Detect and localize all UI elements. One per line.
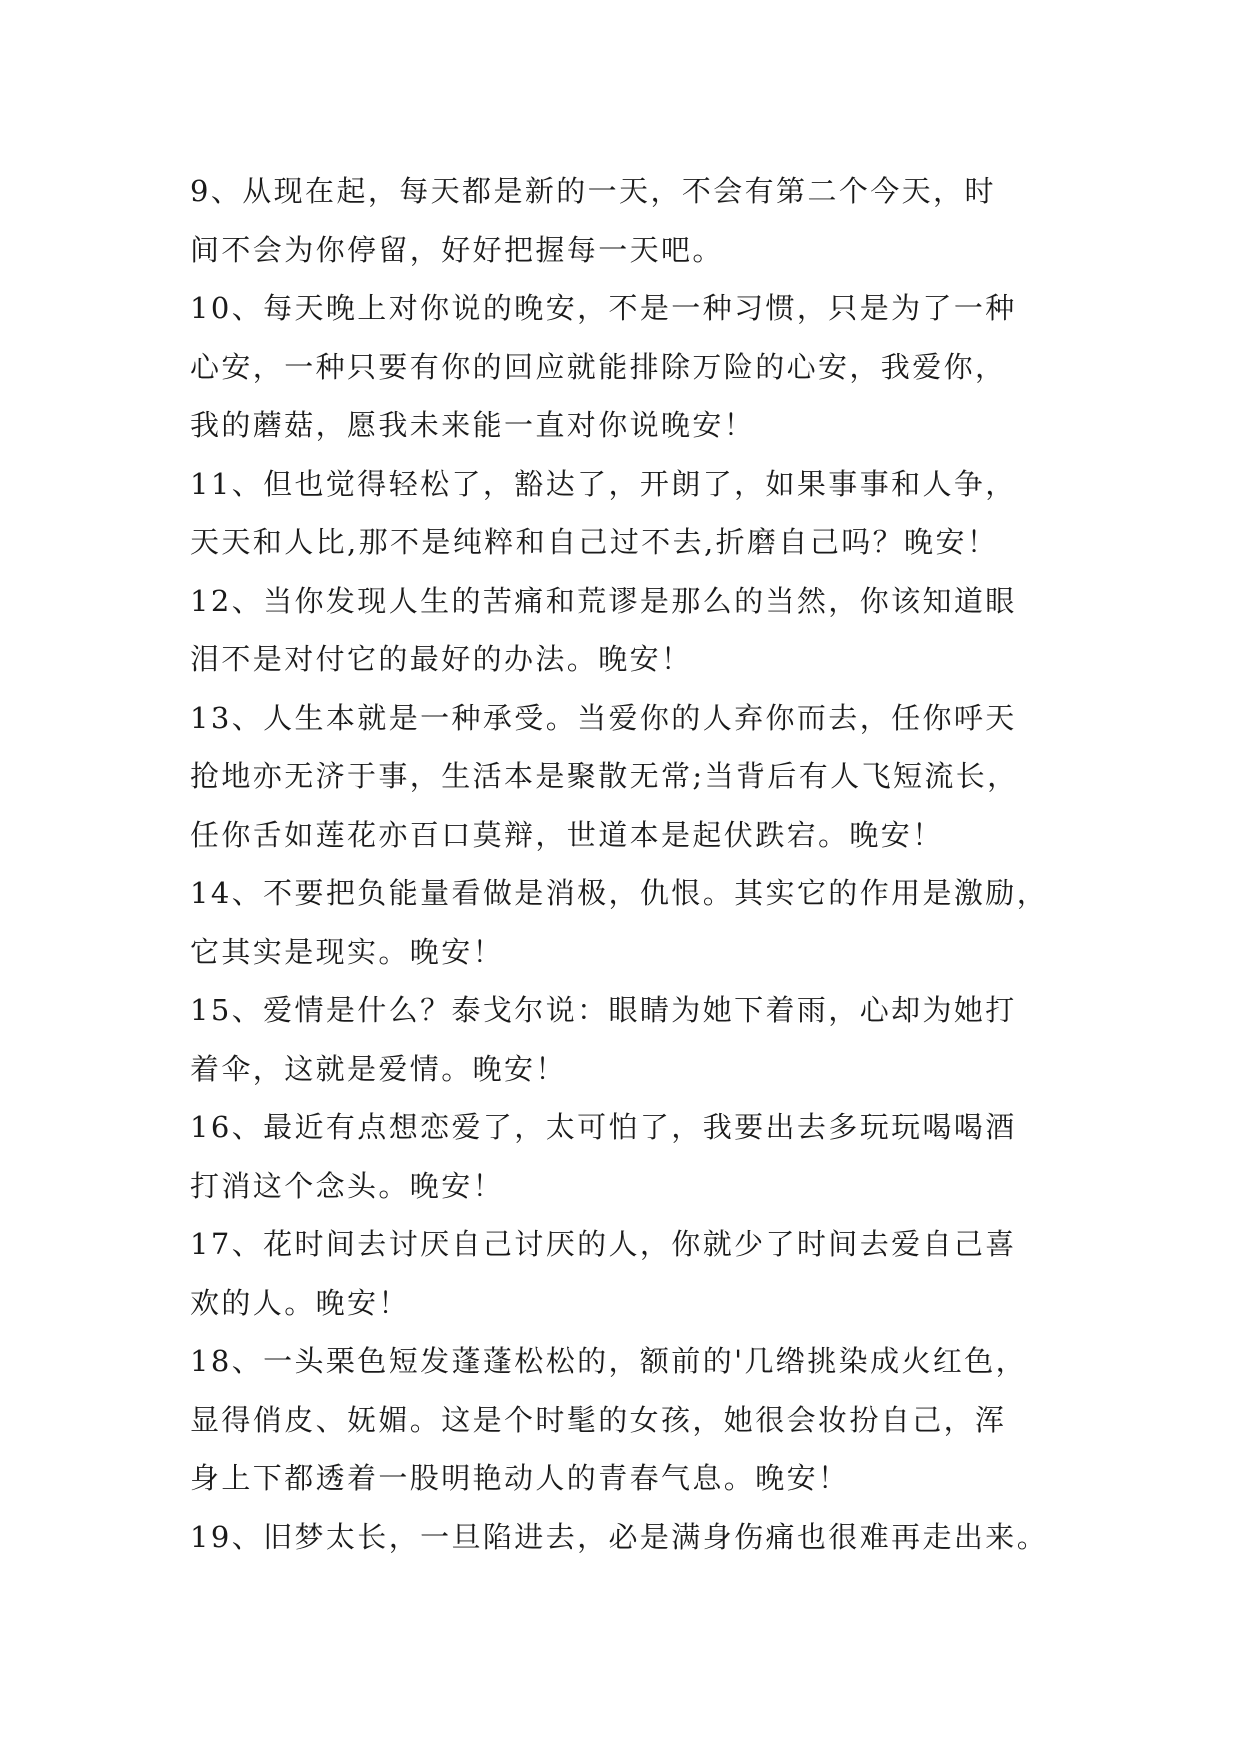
text-line: 11、但也觉得轻松了，豁达了，开朗了，如果事事和人争， bbox=[190, 466, 1017, 501]
text-line: 抢地亦无济于事，生活本是聚散无常;当背后有人飞短流长， bbox=[190, 759, 1019, 793]
document-body bbox=[190, 162, 1070, 1566]
text-line: 它其实是现实。晚安！ bbox=[190, 934, 505, 969]
paragraph-18 bbox=[190, 1332, 1070, 1508]
text-line: 10、每天晚上对你说的晚安，不是一种习惯，只是为了一种 bbox=[190, 291, 1017, 325]
text-line: 我的蘑菇，愿我未来能一直对你说晚安！ bbox=[190, 408, 756, 442]
text-line: 身上下都透着一股明艳动人的青春气息。晚安！ bbox=[190, 1461, 850, 1495]
text-line: 19、旧梦太长，一旦陷进去，必是满身伤痛也很难再走出来。 bbox=[190, 1519, 1049, 1554]
paragraph-19 bbox=[190, 1508, 1070, 1567]
paragraph-11 bbox=[190, 455, 1070, 572]
text-line: 18、一头栗色短发蓬蓬松松的，额前的'几绺挑染成火红色， bbox=[190, 1344, 1028, 1378]
paragraph-15 bbox=[190, 981, 1070, 1098]
text-line: 12、当你发现人生的苦痛和荒谬是那么的当然，你该知道眼 bbox=[190, 583, 1017, 618]
paragraph-17 bbox=[190, 1215, 1070, 1332]
text-line: 泪不是对付它的最好的办法。晚安！ bbox=[190, 642, 693, 676]
text-line: 打消这个念头。晚安！ bbox=[190, 1168, 505, 1203]
text-line: 着伞，这就是爱情。晚安！ bbox=[190, 1051, 567, 1086]
paragraph-12 bbox=[190, 572, 1070, 689]
text-line: 9、从现在起，每天都是新的一天，不会有第二个今天，时 bbox=[190, 174, 996, 208]
paragraph-14 bbox=[190, 864, 1070, 981]
text-line: 15、爱情是什么？泰戈尔说：眼睛为她下着雨，心却为她打 bbox=[190, 993, 1017, 1027]
text-line: 欢的人。晚安！ bbox=[190, 1285, 410, 1320]
text-line: 13、人生本就是一种承受。当爱你的人弃你而去，任你呼天 bbox=[190, 700, 1017, 735]
text-line: 天天和人比,那不是纯粹和自己过不去,折磨自己吗？晚安！ bbox=[190, 525, 999, 559]
paragraph-10 bbox=[190, 279, 1070, 455]
text-line: 17、花时间去讨厌自己讨厌的人，你就少了时间去爱自己喜 bbox=[190, 1227, 1017, 1261]
text-line: 14、不要把负能量看做是消极，仇恨。其实它的作用是激励， bbox=[190, 876, 1049, 910]
paragraph-13 bbox=[190, 689, 1070, 865]
text-line: 任你舌如莲花亦百口莫辩，世道本是起伏跌宕。晚安！ bbox=[190, 817, 944, 852]
text-line: 16、最近有点想恋爱了，太可怕了，我要出去多玩玩喝喝酒 bbox=[190, 1110, 1017, 1144]
text-line: 心安，一种只要有你的回应就能排除万险的心安，我爱你， bbox=[190, 349, 1007, 384]
paragraph-9 bbox=[190, 162, 1070, 279]
text-line: 显得俏皮、妩媚。这是个时髦的女孩，她很会妆扮自己，浑 bbox=[190, 1402, 1007, 1437]
paragraph-16 bbox=[190, 1098, 1070, 1215]
text-line: 间不会为你停留，好好把握每一天吧。 bbox=[190, 232, 724, 267]
